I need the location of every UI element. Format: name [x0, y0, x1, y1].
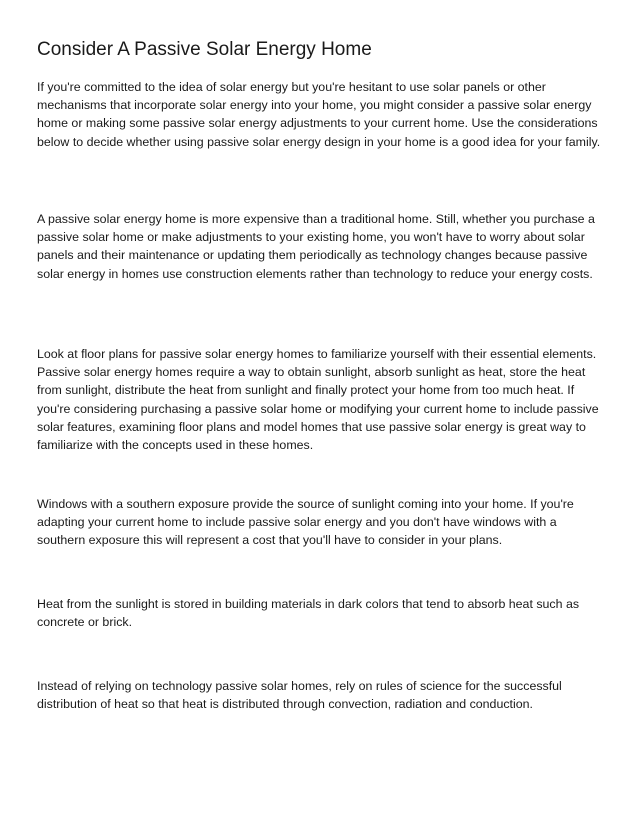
- paragraph-heat-distribution: Instead of relying on technology passive solar homes, rely on rules of science for the successful distribution of heat so that heat is distributed through convection, radiation and conduction.: [37, 679, 562, 712]
- paragraph-heat-storage: Heat from the sunlight is stored in building materials in dark colors that tend to absorb heat such as concrete or brick.: [37, 597, 580, 630]
- document-title: Consider A Passive Solar Energy Home: [37, 39, 372, 60]
- paragraph-windows: Windows with a southern exposure provide the source of sunlight coming into your home. If you're adapting your current home to include passive solar energy and you don't have windows with a southern exposure this will represent a cost that you'll have to consider in your plans.: [37, 497, 574, 548]
- paragraph-floor-plans: Look at floor plans for passive solar energy homes to familiarize yourself with their essential elements. Passive solar energy homes require a way to obtain sunlight, absorb sunlight as heat, store the heat from sunlight, distribute the heat from sunlight and finally protect your home from too much heat. If you're considering purchasing a passive solar home or modifying your current home to include passive solar features, examining floor plans and model homes that use passive solar energy is great way to familiarize with the concepts used in these homes.: [37, 347, 599, 453]
- paragraph-cost: A passive solar energy home is more expensive than a traditional home. Still, whether you purchase a passive solar home or make adjustments to your existing home, you won't have to worry about solar panels and their maintenance or updating them periodically as technology changes because passive solar energy in homes use construction elements rather than technology to reduce your energy costs.: [37, 212, 595, 281]
- paragraph-intro: If you're committed to the idea of solar energy but you're hesitant to use solar panels or other mechanisms that incorporate solar energy into your home, you might consider a passive solar energy home or making some passive solar energy adjustments to your current home. Use the considerations below to decide whether using passive solar energy design in your home is a good idea for your family.: [37, 80, 601, 149]
